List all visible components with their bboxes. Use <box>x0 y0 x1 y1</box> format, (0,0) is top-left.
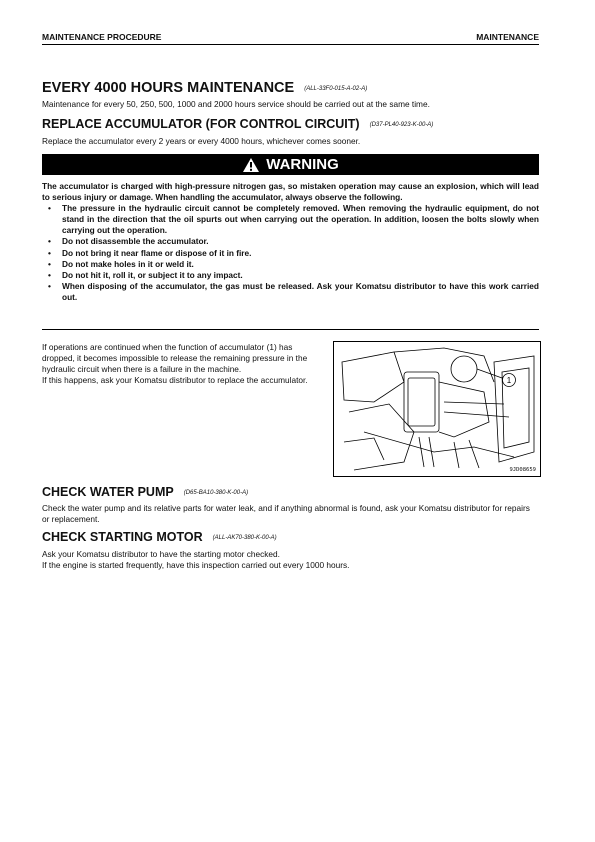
accumulator-figure <box>333 341 541 477</box>
list-item: • Do not make holes in it or weld it. <box>42 259 539 270</box>
warning-label: WARNING <box>266 156 339 173</box>
list-item: • Do not bring it near flame or dispose of it in fire. <box>42 248 539 259</box>
section-title-text: CHECK STARTING MOTOR <box>42 530 203 544</box>
section-title-text: CHECK WATER PUMP <box>42 485 174 499</box>
accumulator-illustration <box>334 342 540 476</box>
accumulator-text <box>42 342 312 386</box>
section-title-starting-motor <box>42 530 277 544</box>
figure-id: 9JD08659 <box>509 467 536 473</box>
section-code: (ALL-AK70-380-K-00-A) <box>212 535 277 541</box>
warning-content <box>42 181 539 303</box>
paragraph: Ask your Komatsu distributor to have the starting motor checked. <box>42 549 280 559</box>
header-left: MAINTENANCE PROCEDURE <box>42 32 162 42</box>
section-code: (D37-PL40-923-K-00-A) <box>369 122 434 128</box>
section-title-water-pump <box>42 485 248 499</box>
paragraph: If the engine is started frequently, have this inspection carried out every 1000 hours. <box>42 560 350 570</box>
list-item: • When disposing of the accumulator, the gas must be released. Ask your Komatsu distributor to have this work carried out. <box>42 281 539 303</box>
section-text <box>42 549 539 571</box>
section-code: (ALL-33F0-015-A-02-A) <box>304 86 368 92</box>
list-item: • Do not disassemble the accumulator. <box>42 236 539 247</box>
warning-bottom-rule <box>42 329 539 330</box>
section-text: Replace the accumulator every 2 years or every 4000 hours, whichever comes sooner. <box>42 136 361 146</box>
section-title-accumulator <box>42 117 433 131</box>
list-item: • The pressure in the hydraulic circuit cannot be completely removed. When removing the hydraulic equipment, do not stand in the direction that the oil spurts out when carrying out the operation. In addition, loosen the bolts slowly when carrying out the operation. <box>42 203 539 236</box>
warning-intro: The accumulator is charged with high-pressure nitrogen gas, so mistaken operation may cause an explosion, which will lead to serious injury or damage. When handling the accumulator, always observe the following. <box>42 181 539 203</box>
figure-callout-1: 1 <box>506 376 512 385</box>
paragraph: If this happens, ask your Komatsu distributor to replace the accumulator. <box>42 375 308 385</box>
warning-banner <box>42 154 539 175</box>
list-item: • Do not hit it, roll it, or subject it to any impact. <box>42 270 539 281</box>
paragraph: If operations are continued when the function of accumulator (1) has dropped, it becomes impossible to release the remaining pressure in the hydraulic circuit when there is a failure in the machine. <box>42 342 308 374</box>
warning-list <box>42 203 539 303</box>
section-title-text: REPLACE ACCUMULATOR (FOR CONTROL CIRCUIT) <box>42 117 360 131</box>
section-text: Check the water pump and its relative parts for water leak, and if anything abnormal is found, ask your Komatsu distributor for repairs or replacement. <box>42 503 530 524</box>
page-header <box>42 32 539 45</box>
section-text: Maintenance for every 50, 250, 500, 1000 and 2000 hours service should be carried out at the same time. <box>42 99 430 109</box>
section-code: (D65-BA10-380-K-00-A) <box>183 490 249 496</box>
section-title-4000h <box>42 80 367 96</box>
section-title-text: EVERY 4000 HOURS MAINTENANCE <box>42 80 295 96</box>
header-right: MAINTENANCE <box>476 32 539 42</box>
warning-triangle-icon <box>242 157 260 173</box>
